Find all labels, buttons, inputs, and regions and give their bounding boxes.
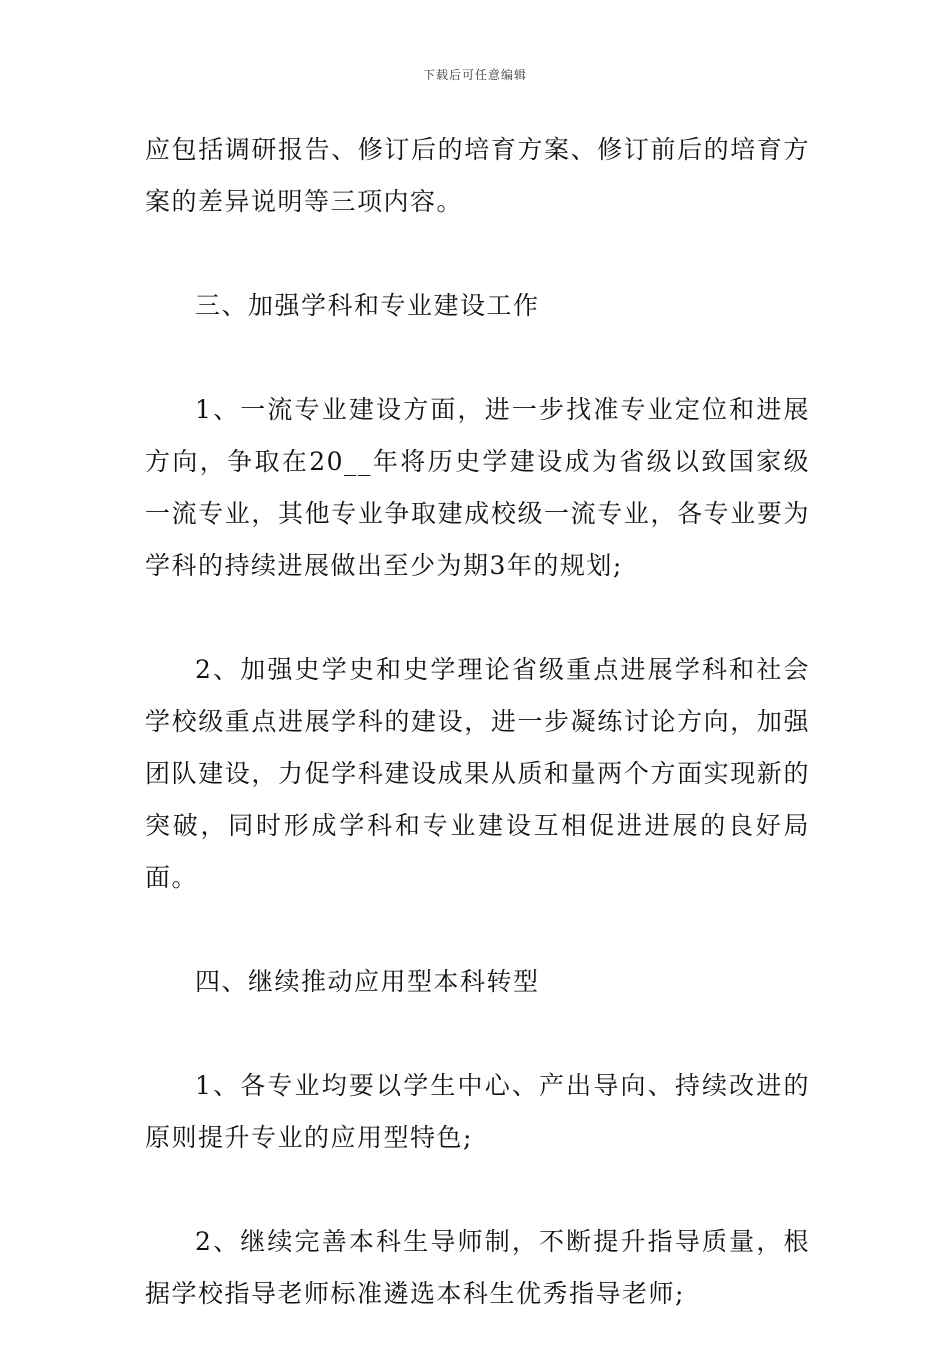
paragraph-item-4-1: 1、各专业均要以学生中心、产出导向、持续改进的原则提升专业的应用型特色;	[145, 1071, 810, 1152]
paragraph-continuation: 应包括调研报告、修订后的培育方案、修订前后的培育方案的差异说明等三项内容。	[145, 135, 810, 216]
section-heading-3: 三、加强学科和专业建设工作	[195, 291, 540, 320]
paragraph-item-3-2: 2、加强史学史和史学理论省级重点进展学科和社会学校级重点进展学科的建设，进一步凝练讨论方向，加强团队建设，力促学科建设成果从质和量两个方面实现新的突破，同时形成学科和专业建设互相促进进展的良好局面。	[145, 655, 810, 892]
paragraph-item-4-2: 2、继续完善本科生导师制，不断提升指导质量，根据学校指导老师标准遴选本科生优秀指导老师;	[145, 1227, 810, 1308]
paragraph-item-3-1: 1、一流专业建设方面，进一步找准专业定位和进展方向，争取在20__年将历史学建设成为省级以致国家级一流专业，其他专业争取建成校级一流专业，各专业要为学科的持续进展做出至少为期3年的规划;	[145, 395, 810, 580]
document-body	[145, 124, 810, 1372]
page-header-note: 下载后可任意编辑	[422, 68, 527, 82]
section-heading-4: 四、继续推动应用型本科转型	[195, 967, 540, 996]
